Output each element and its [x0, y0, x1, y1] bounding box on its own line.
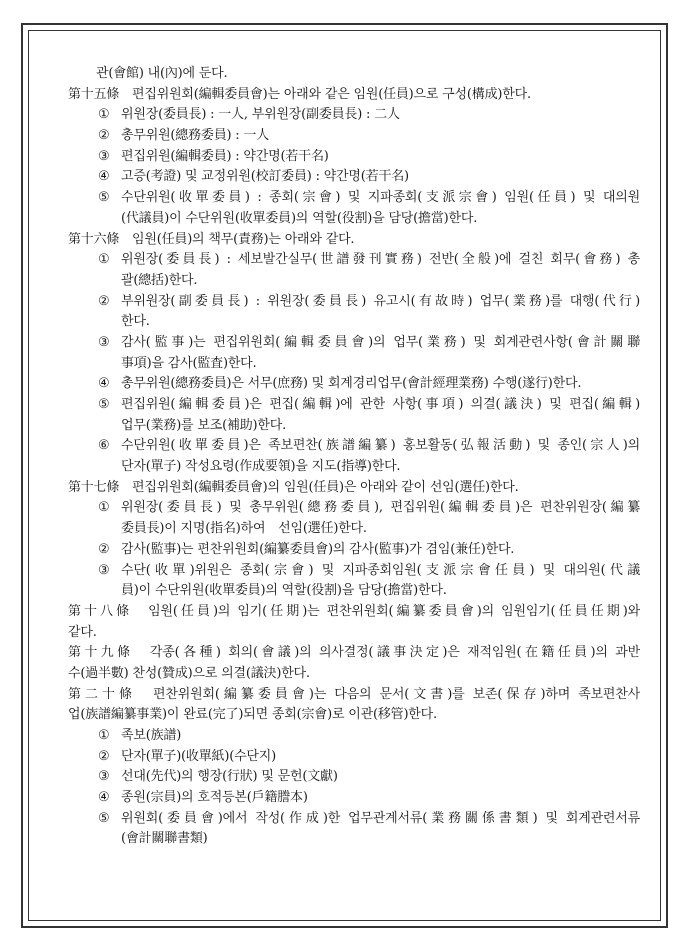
continuation-line — [68, 623, 640, 644]
line-text: 第十六條 임원(任員)의 책무(責務)는 아래와 같다. — [68, 231, 355, 247]
line-text: 한다. — [121, 314, 150, 330]
continuation-line — [68, 64, 640, 85]
list-item — [68, 250, 640, 271]
line-text: 수단(收單)위원은 종회(宗會) 및 지파종회임원(支派宗會任員) 및 대의원(代議 — [121, 562, 640, 578]
regulation-text-body — [68, 64, 640, 850]
line-text: (會計關聯書類) — [121, 831, 208, 847]
item-number: ① — [98, 252, 110, 268]
item-number: ④ — [98, 376, 110, 392]
line-text: 위원회(委員會)에서 작성(作成)한 업무관계서류(業務關係書類) 및 회계관련서류 — [121, 810, 640, 826]
line-text: 員)이 수단위원(收單委員)의 역할(役割)을 담당(擔當)한다. — [121, 583, 447, 599]
list-item — [68, 561, 640, 582]
line-text: 족보(族譜) — [121, 728, 182, 743]
item-number: ④ — [98, 169, 110, 185]
line-text: 총무위원(總務委員)은 서무(庶務) 및 회계경리업무(會計經理業務) 수행(遂行)한다. — [121, 376, 582, 392]
continuation-line — [68, 457, 640, 478]
line-text: 같다. — [68, 624, 97, 640]
line-text: 단자(單子)(收單紙)(수단지) — [121, 748, 277, 764]
list-item — [68, 292, 640, 313]
line-text: 감사(監事)는 편찬위원회(編纂委員會)의 감사(監事)가 겸임(兼任)한다. — [121, 541, 515, 557]
article-line — [68, 602, 640, 623]
article-line — [68, 230, 640, 251]
list-item — [68, 333, 640, 354]
line-text: 委員長)이 지명(指名)하여 선임(選任)한다. — [121, 521, 367, 537]
item-number: ② — [98, 128, 110, 144]
item-number: ⑥ — [98, 438, 110, 454]
list-item — [68, 167, 640, 188]
line-text: 第十八條 임원(任員)의 임기(任期)는 편찬위원회(編纂委員會)의 임원임기(任員任期)와 — [68, 603, 640, 619]
list-item — [68, 498, 640, 519]
item-number: ② — [98, 541, 110, 557]
line-text: 관(會館) 내(內)에 둔다. — [96, 66, 228, 81]
item-number: ② — [98, 748, 110, 764]
list-item — [68, 747, 640, 768]
line-text: 事項)을 감사(監査)한다. — [121, 355, 257, 371]
line-text: 위원장(委員長) : 세보발간실무(世譜發刊實務) 전반(全般)에 걸친 회무(會務) 총 — [121, 252, 640, 268]
article-line — [68, 685, 640, 706]
item-number: ① — [98, 107, 110, 123]
line-text: 괄(總括)한다. — [121, 272, 198, 288]
line-text: 편집위원(編輯委員) : 약간명(若干名) — [121, 148, 329, 164]
continuation-line — [68, 519, 640, 540]
list-item — [68, 188, 640, 209]
item-number: ④ — [98, 790, 110, 806]
continuation-line — [68, 354, 640, 375]
continuation-line — [68, 416, 640, 437]
list-item — [68, 395, 640, 416]
article-line — [68, 643, 640, 664]
article-line — [68, 478, 640, 499]
line-text: 위원장(委員長) 및 총무위원(總務委員), 편집위원(編輯委員)은 편찬위원장(編纂 — [121, 500, 640, 516]
item-number: ③ — [98, 562, 110, 578]
line-text: 감사(監事)는 편집위원회(編輯委員會)의 업무(業務) 및 회계관련사항(會計關聯 — [121, 334, 640, 350]
list-item — [68, 126, 640, 147]
list-item — [68, 788, 640, 809]
line-text: 편집위원(編輯委員)은 편집(編輯)에 관한 사항(事項) 의결(議決) 및 편집(編輯) — [121, 397, 640, 412]
line-text: (代議員)이 수단위원(收單委員)의 역할(役割)을 담당(擔當)한다. — [121, 210, 478, 226]
line-text: 第十九條 각종(各種) 회의(會議)의 의사결정(議事決定)은 재적임원(在籍任員)의 과반 — [68, 645, 640, 661]
line-text: 第十五條 편집위원회(編輯委員會)는 아래와 같은 임원(任員)으로 구성(構成)한다. — [68, 86, 531, 102]
continuation-line — [68, 705, 640, 726]
line-text: 단자(單子) 작성요령(作成要領)을 지도(指導)한다. — [121, 459, 401, 475]
continuation-line — [68, 664, 640, 685]
continuation-line — [68, 271, 640, 292]
line-text: 종원(宗員)의 호적등본(戶籍謄本) — [121, 790, 308, 806]
line-text: 총무위원(總務委員) : 一人 — [121, 128, 270, 144]
item-number: ① — [98, 728, 110, 743]
item-number: ⑤ — [98, 190, 110, 206]
item-number: ⑤ — [98, 810, 110, 826]
line-text: 第二十條 편찬위원회(編纂委員會)는 다음의 문서(文書)를 보존(保存)하며 족보편찬사 — [68, 686, 640, 702]
continuation-line — [68, 312, 640, 333]
line-text: 위원장(委員長) : 一人, 부위원장(副委員長) : 二人 — [121, 107, 400, 123]
line-text: 第十七條 편집위원회(編輯委員會)의 임원(任員)은 아래와 같이 선임(選任)한다. — [68, 479, 519, 495]
item-number: ② — [98, 293, 110, 309]
line-text: 선대(先代)의 행장(行狀) 및 문헌(文獻) — [121, 769, 338, 785]
item-number: ③ — [98, 769, 110, 785]
list-item — [68, 726, 640, 747]
list-item — [68, 147, 640, 168]
line-text: 업무(業務)를 보조(補助)한다. — [121, 417, 287, 433]
list-item — [68, 767, 640, 788]
list-item — [68, 436, 640, 457]
item-number: ③ — [98, 334, 110, 350]
line-text: 수단위원(收單委員) : 종회(宗會) 및 지파종회(支派宗會) 임원(任員) 및 대의원 — [121, 190, 640, 206]
item-number: ① — [98, 500, 110, 516]
line-text: 고증(考證) 및 교정위원(校訂委員) : 약간명(若干名) — [121, 169, 409, 185]
article-line — [68, 85, 640, 106]
line-text: 수단위원(收單委員)은 족보편찬(族譜編纂) 홍보활동(弘報活動) 및 종인(宗人)의 — [121, 438, 640, 454]
line-text: 업(族譜編纂事業)이 완료(完了)되면 종회(宗會)로 이관(移管)한다. — [68, 707, 437, 723]
list-item — [68, 809, 640, 830]
line-text: 수(過半數) 찬성(贊成)으로 의결(議決)한다. — [68, 665, 310, 681]
item-number: ③ — [98, 148, 110, 164]
continuation-line — [68, 209, 640, 230]
line-text: 부위원장(副委員長) : 위원장(委員長) 유고시(有故時) 업무(業務)를 대행(代行) — [121, 293, 640, 309]
list-item — [68, 540, 640, 561]
continuation-line — [68, 581, 640, 602]
continuation-line — [68, 829, 640, 850]
list-item — [68, 374, 640, 395]
list-item — [68, 105, 640, 126]
item-number: ⑤ — [98, 397, 110, 412]
